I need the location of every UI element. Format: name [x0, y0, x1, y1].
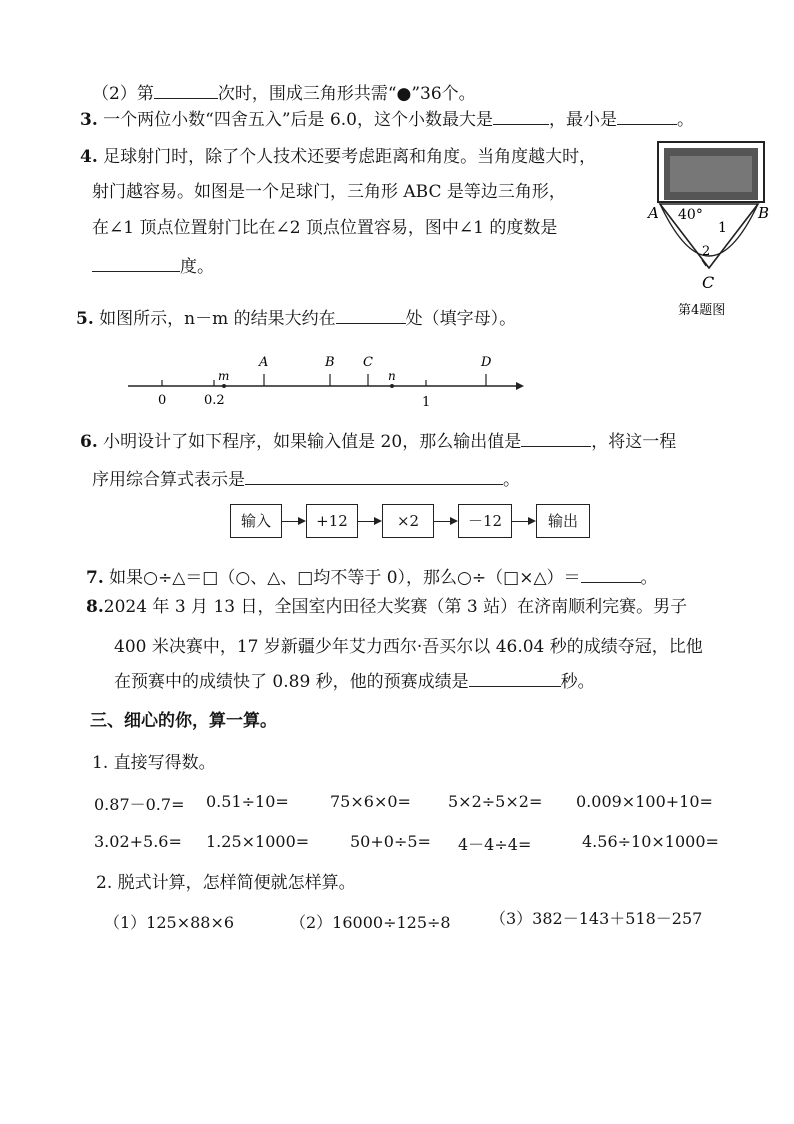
question-4-line3: 在∠1 顶点位置射门比在∠2 顶点位置容易，图中∠1 的度数是 [92, 218, 558, 238]
program-flowchart [230, 504, 600, 540]
calc-item: 5×2÷5×2= [448, 792, 543, 811]
point-m [222, 384, 226, 388]
tick-0.2: 0.2 [204, 393, 225, 408]
answer-blank-min[interactable] [617, 106, 677, 125]
long-calc-item: （2）16000÷125÷8 [290, 913, 451, 932]
long-calc-item: （3）382－143＋518－257 [490, 909, 703, 928]
question-8-line1: 8.2024 年 3 月 13 日，全国室内田径大奖赛（第 3 站）在济南顺利完赛。男子 [86, 597, 688, 617]
figure-caption: 第4题图 [678, 303, 726, 318]
label-m: m [218, 369, 230, 383]
calc-item: 4－4÷4= [458, 835, 532, 854]
angle-40: 40° [678, 207, 703, 223]
flow-step-subtract: －12 [458, 504, 512, 538]
calc-item: 1.25×1000= [206, 832, 310, 851]
flow-arrow [282, 521, 304, 522]
tick-0: 0 [158, 393, 167, 408]
question-7: 7. 如果○÷△＝□（○、△、□均不等于 0），那么○÷（□×△）＝ 。 [86, 564, 658, 589]
flow-arrow [512, 521, 534, 522]
question-4-line4: 度。 [92, 253, 214, 278]
calc-item: 0.009×100+10= [576, 792, 713, 811]
calc-item: 75×6×0= [330, 792, 411, 811]
answer-blank-output[interactable] [521, 428, 591, 447]
question-8-line3: 在预赛中的成绩快了 0.89 秒，他的预赛成绩是 秒。 [114, 668, 595, 693]
answer-blank[interactable] [336, 305, 406, 324]
label-n: n [388, 369, 396, 383]
answer-blank[interactable] [581, 564, 641, 583]
long-calc-item: （1）125×88×6 [104, 913, 235, 932]
question-4-line2: 射门越容易。如图是一个足球门，三角形 ABC 是等边三角形， [92, 182, 566, 202]
flow-arrow [434, 521, 456, 522]
flow-arrow [358, 521, 380, 522]
answer-blank-max[interactable] [493, 106, 549, 125]
point-n [390, 384, 394, 388]
label-D: D [481, 355, 492, 370]
calc-item: 3.02+5.6= [94, 832, 182, 851]
soccer-goal-figure [650, 138, 780, 318]
question-5: 5. 如图所示，n－m 的结果大约在 处（填字母）。 [76, 305, 516, 330]
section-3-sub2: 2. 脱式计算，怎样简便就怎样算。 [96, 873, 356, 893]
label-A: A [259, 355, 269, 370]
question-3: 3. 一个两位小数“四舍五入”后是 6.0，这个小数最大是 ，最小是 。 [80, 106, 694, 131]
question-4-line1: 4. 足球射门时，除了个人技术还要考虑距离和角度。当角度越大时， [80, 147, 597, 167]
label-c: C [702, 273, 715, 292]
q2-2-line: （2）第 次时，围成三角形共需“●”36个。 [92, 80, 476, 105]
question-6-line2: 序用综合算式表示是 。 [92, 466, 520, 491]
calc-item: 0.51÷10= [206, 792, 289, 811]
calc-item: 0.87－0.7= [94, 795, 185, 814]
angle-2-label: 2 [702, 244, 711, 259]
tick-1: 1 [422, 395, 431, 410]
number-line [120, 348, 530, 408]
angle-1-label: 1 [718, 220, 727, 236]
section-3-title: 三、细心的你，算一算。 [90, 711, 277, 731]
answer-blank[interactable] [92, 253, 180, 272]
axis-arrow [516, 382, 524, 390]
label-C: C [363, 355, 373, 370]
answer-blank[interactable] [154, 80, 218, 99]
flow-step-multiply: ×2 [382, 504, 434, 538]
label-B: B [325, 355, 335, 370]
calc-item: 50+0÷5= [350, 832, 431, 851]
flow-input-box: 输入 [230, 504, 282, 538]
flow-step-add: +12 [306, 504, 358, 538]
goal-net-inner [670, 156, 752, 192]
section-3-sub1: 1. 直接写得数。 [92, 753, 216, 773]
label-b: B [758, 204, 770, 222]
answer-blank[interactable] [469, 668, 561, 687]
answer-blank-expression[interactable] [245, 466, 503, 485]
flow-output-box: 输出 [536, 504, 590, 538]
label-a: A [648, 204, 659, 222]
question-8-line2: 400 米决赛中，17 岁新疆少年艾力西尔·吾买尔以 46.04 秒的成绩夺冠，比他 [114, 637, 703, 657]
question-6-line1: 6. 小明设计了如下程序，如果输入值是 20，那么输出值是 ，将这一程 [80, 428, 676, 453]
calc-item: 4.56÷10×1000= [582, 832, 719, 851]
